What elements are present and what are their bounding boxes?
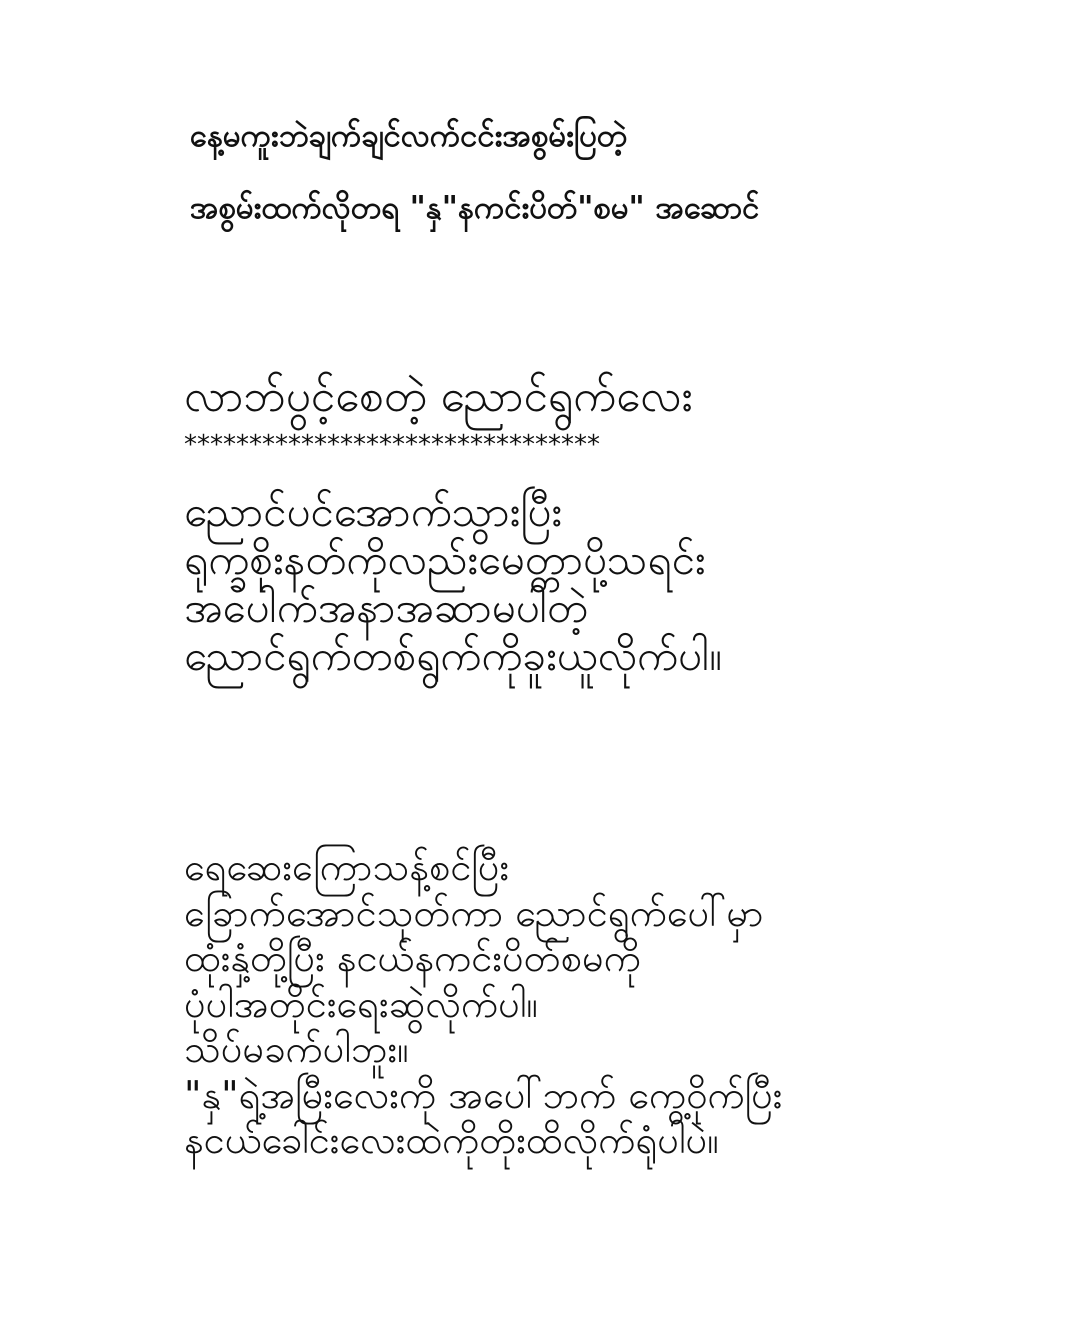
- asterisk-divider: ********************************: [184, 430, 600, 460]
- stanza-2-line: ခြောက်အောင်သုတ်ကာ ညောင်ရွက်ပေါ်မှာ: [184, 890, 764, 935]
- section-title: လာဘ်ပွင့်စေတဲ့ ညောင်ရွက်လေး: [184, 371, 693, 422]
- title-block: [190, 112, 1050, 256]
- stanza-2: [184, 845, 1044, 1164]
- stanza-1-line: ရုက္ခစိုးနတ်ကိုလည်းမေတ္တာပို့သရင်း: [184, 535, 706, 584]
- title-line-1: နေ့မကူးဘဲချက်ချင်လက်ငင်းအစွမ်းပြတဲ့: [190, 118, 628, 154]
- stanza-2-line: ထုံးနှံ့တို့ပြီး နငယ်နကင်းပိတ်စမကို: [184, 936, 641, 980]
- stanza-1-line: အပေါက်အနာအဆာမပါတဲ့: [184, 583, 588, 632]
- stanza-1-line: ညောင်ပင်အောက်သွားပြီး: [184, 487, 562, 536]
- stanza-2-line: ရေဆေးကြောသန့်စင်ပြီး: [184, 845, 510, 889]
- title-line-2: အစွမ်းထက်လိုတရ "နှ"နကင်းပိတ်"စမ" အဆောင်: [190, 190, 760, 226]
- stanza-2-line: ပုံပါအတိုင်းရေးဆွဲလိုက်ပါ။: [184, 981, 538, 1026]
- stanza-1-line: ညောင်ရွက်တစ်ရွက်ကိုခူးယူလိုက်ပါ။: [184, 631, 722, 680]
- stanza-1: [184, 488, 1044, 680]
- stanza-2-line: "နှ"ရဲ့အမြီးလေးကို အပေါ်ဘက် ကွေ့ဝိုက်ပြီး: [184, 1072, 783, 1117]
- stanza-2-line: နငယ်ခေါင်းလေးထဲကိုတိုးထိလိုက်ရုံပါပဲ။: [184, 1118, 719, 1162]
- stanza-2-line: သိပ်မခက်ပါဘူး။: [184, 1027, 409, 1071]
